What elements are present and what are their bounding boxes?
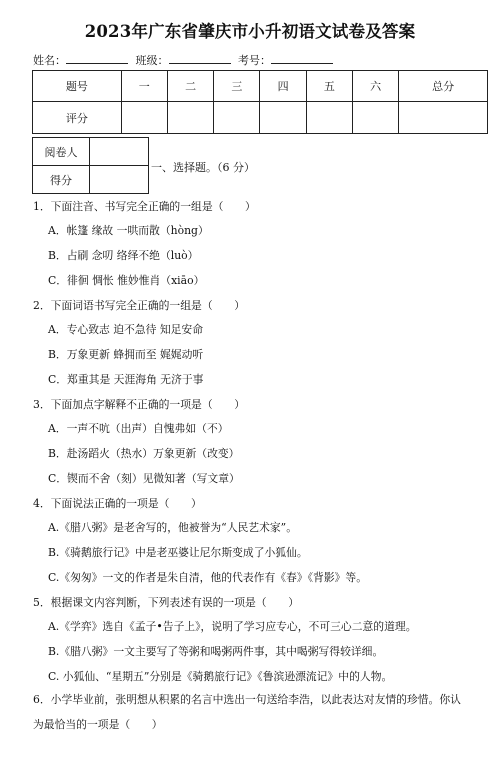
- score-cell: [306, 102, 352, 134]
- question-stem: 1．下面注音、书写完全正确的一组是（ ）: [33, 200, 256, 213]
- question-option: A．帐篷 缘故 一哄而散（hòng）: [48, 224, 209, 237]
- question-stem: 4．下面说法正确的一项是（ ）: [33, 497, 202, 510]
- question-stem: 5．根据课文内容判断，下列表述有误的一项是（ ）: [33, 596, 299, 609]
- grader-row: [33, 138, 149, 166]
- question-option: A.《腊八粥》是老舍写的，他被誉为“人民艺术家”。: [48, 521, 298, 534]
- exam-no-blank: [271, 53, 333, 64]
- score-cell: [121, 102, 167, 134]
- exam-no-label: 考号：: [238, 54, 271, 67]
- grader-score-cell: [90, 166, 149, 194]
- score-header-cell: 三: [214, 71, 260, 102]
- name-blank: [66, 53, 128, 64]
- student-info-line: [33, 52, 337, 68]
- question-option: C．郑重其是 天涯海角 无济于事: [48, 373, 204, 386]
- score-table-score-row: [33, 102, 488, 134]
- score-header-cell: 六: [353, 71, 399, 102]
- score-header-cell: 五: [306, 71, 352, 102]
- question-option: C.《匆匆》一文的作者是朱自清，他的代表作有《春》《背影》等。: [48, 571, 368, 584]
- score-table-header-row: [33, 71, 488, 102]
- class-label: 班级：: [135, 54, 169, 67]
- question-option: C．锲而不舍（刻）见微知著（写文章）: [48, 472, 240, 485]
- class-blank: [169, 53, 231, 64]
- question-option: B．赴汤蹈火（热水）万象更新（改变）: [48, 447, 240, 460]
- question-option: A.《学弈》选自《孟子•告子上》，说明了学习应专心，不可三心二意的道理。: [48, 620, 417, 633]
- score-cell: [214, 102, 260, 134]
- question-option: B.《腊八粥》一文主要写了等粥和喝粥两件事，其中喝粥写得较详细。: [48, 645, 384, 658]
- grader-score-label: 得分: [33, 166, 90, 194]
- score-header-cell: 二: [167, 71, 213, 102]
- score-row-label: 评分: [33, 102, 122, 134]
- question-stem: 2．下面词语书写完全正确的一组是（ ）: [33, 299, 246, 312]
- question-stem: 6．小学毕业前，张明想从积累的名言中选出一句送给李浩，以此表达对友情的珍惜。你认为最恰当的一项是（ ）: [33, 693, 461, 731]
- score-cell: [260, 102, 306, 134]
- score-header-cell: 四: [260, 71, 306, 102]
- section-heading: 一、选择题。（6 分）: [151, 161, 255, 174]
- reviewer-cell: [90, 138, 149, 166]
- question-option: A．一声不吭（出声）自愧弗如（不）: [48, 422, 229, 435]
- question-option: B．万象更新 蜂拥而至 娓娓动听: [48, 348, 204, 361]
- score-header-cell: 题号: [33, 71, 122, 102]
- score-table: [32, 70, 488, 134]
- exam-title: 2023年广东省肇庆市小升初语文试卷及答案: [84, 22, 416, 41]
- name-label: 姓名：: [33, 54, 66, 67]
- question-stem: 3．下面加点字解释不正确的一项是（ ）: [33, 398, 246, 411]
- reviewer-label: 阅卷人: [33, 138, 90, 166]
- question-option: B.《骑鹅旅行记》中是老巫婆让尼尔斯变成了小狐仙。: [48, 546, 308, 559]
- score-header-cell: 总分: [399, 71, 488, 102]
- score-header-cell: 一: [121, 71, 167, 102]
- grader-table: [32, 137, 149, 194]
- question-option: C. 小狐仙、“星期五”分别是《骑鹅旅行记》《鲁滨逊漂流记》中的人物。: [48, 670, 393, 683]
- score-cell: [353, 102, 399, 134]
- question-option: A．专心致志 迫不急待 知足安命: [48, 323, 204, 336]
- score-cell: [399, 102, 488, 134]
- question-option: B．占刷 念叨 络绎不绝（luò）: [48, 249, 199, 262]
- question-option: C．徘徊 惆怅 惟妙惟肖（xiāo）: [48, 274, 205, 287]
- grader-row: [33, 166, 149, 194]
- score-cell: [167, 102, 213, 134]
